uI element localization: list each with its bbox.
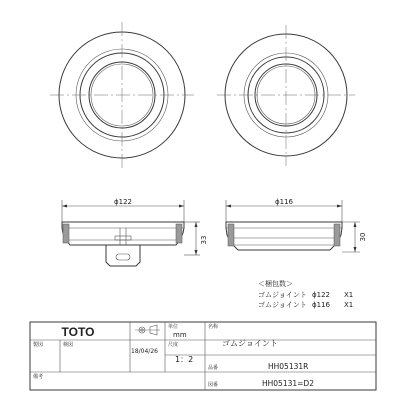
unit-value: mm <box>173 331 187 339</box>
name-label: 名称 <box>208 324 219 330</box>
parts-row-2-qty: X1 <box>344 301 354 309</box>
title-block <box>30 322 376 390</box>
toto-logo: TOTO <box>61 325 95 339</box>
right-height-label: 30 <box>359 232 367 242</box>
remarks-label: 備考 <box>33 374 44 380</box>
parts-list <box>258 279 353 309</box>
parts-row-1-qty: X1 <box>344 291 354 299</box>
scale-label: 尺度 <box>168 342 179 348</box>
parts-row-1-size: ϕ122 <box>312 291 330 299</box>
left-side-view <box>62 198 208 266</box>
name-value: ゴムジョイント <box>222 339 278 348</box>
part-no-label: 品番 <box>208 365 219 371</box>
right-side-view <box>226 198 367 252</box>
left-top-view <box>50 22 194 168</box>
parts-list-heading: ＜梱包数＞ <box>258 280 293 288</box>
checker-label: 検図 <box>63 342 74 348</box>
drawing-no-value: HH05131=D2 <box>262 379 314 388</box>
unit-label: 単位 <box>168 324 179 330</box>
designer-label: 製図 <box>33 342 44 348</box>
parts-row-2-name: ゴムジョイント <box>258 301 307 309</box>
parts-row-1-name: ゴムジョイント <box>258 291 307 299</box>
drawing-no-label: 図番 <box>208 382 219 388</box>
part-no-value: HH05131R <box>268 362 309 371</box>
scale-value: 1：2 <box>175 355 194 364</box>
parts-row-2-size: ϕ116 <box>312 301 330 309</box>
date-value: 18/04/26 <box>131 348 158 355</box>
right-diameter-label: ϕ116 <box>275 198 293 206</box>
left-diameter-label: ϕ122 <box>114 198 132 206</box>
left-height-label: 33 <box>200 235 208 245</box>
right-top-view <box>217 25 355 166</box>
projection-symbol-icon <box>135 325 160 335</box>
